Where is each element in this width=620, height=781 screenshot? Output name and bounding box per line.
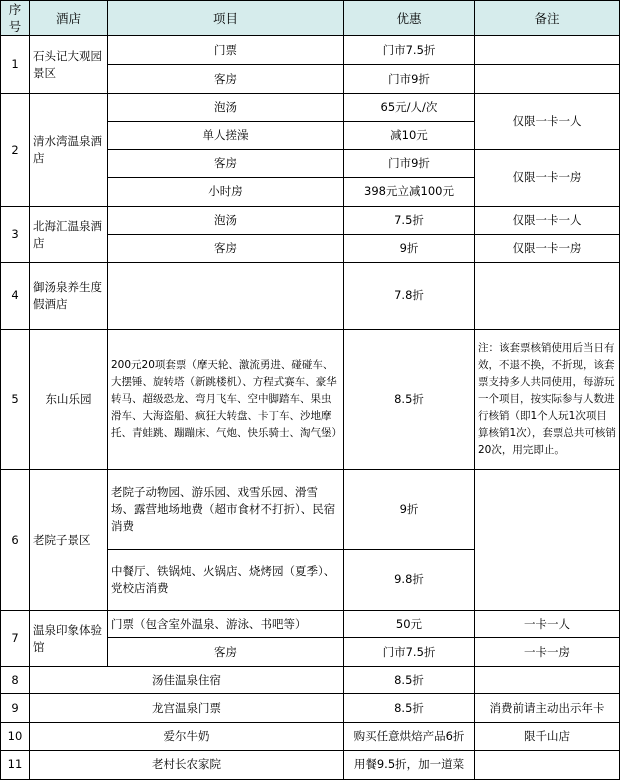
table-row [1,263,620,329]
row-discount: 购买任意烘焙产品6折 [344,722,475,750]
table-row [1,667,620,694]
row-item: 中餐厅、铁锅炖、火锅店、烧烤园（夏季）、党校店消费 [108,549,344,610]
table-row [1,36,620,65]
row-remark: 仅限一卡一人 [475,94,620,149]
header-row [1,1,620,36]
row-item: 小时房 [108,177,344,206]
row-hotel: 东山乐园 [30,329,108,470]
row-discount: 8.5折 [344,694,475,722]
row-hotel: 清水湾温泉酒店 [30,94,108,207]
row-remark [475,470,620,611]
row-remark [475,36,620,65]
row-remark: 仅限一卡一房 [475,235,620,263]
row-item: 客房 [108,149,344,177]
row-no: 3 [1,206,30,262]
row-no: 2 [1,94,30,207]
row-no: 4 [1,263,30,329]
row-item: 200元20项套票（摩天轮、激流勇进、碰碰车、大摆锤、旋转塔（新跳楼机）、方程式赛车、豪华转马、超级恐龙、弯月飞车、空中脚踏车、果虫滑车、大海盗船、疯狂大转盘、卡丁车、沙地摩托、青蛙跳、蹦蹦床、气炮、快乐骑士、淘气堡） [108,329,344,470]
header-item: 项目 [108,1,344,36]
row-no: 10 [1,722,30,750]
row-discount: 门市7.5折 [344,638,475,667]
table-row [1,329,620,470]
row-discount: 用餐9.5折，加一道菜 [344,750,475,779]
header-discount: 优惠 [344,1,475,36]
row-remark: 限千山店 [475,722,620,750]
row-no: 1 [1,36,30,94]
table-row [1,206,620,234]
row-discount: 门市9折 [344,65,475,94]
table-row [1,750,620,779]
row-discount: 9折 [344,235,475,263]
table-row [1,470,620,549]
row-item: 单人搓澡 [108,122,344,149]
row-discount: 门市7.5折 [344,36,475,65]
row-name: 爱尔牛奶 [30,722,344,750]
row-discount: 7.8折 [344,263,475,329]
row-discount: 8.5折 [344,667,475,694]
row-remark: 仅限一卡一房 [475,149,620,206]
row-remark [475,667,620,694]
row-discount: 减10元 [344,122,475,149]
row-discount: 65元/人/次 [344,94,475,122]
row-item [108,263,344,329]
row-remark [475,263,620,329]
row-item: 老院子动物园、游乐园、戏雪乐园、滑雪场、露营地场地费（超市食材不打折）、民宿消费 [108,470,344,549]
row-no: 11 [1,750,30,779]
table-row [1,611,620,638]
row-discount: 8.5折 [344,329,475,470]
row-name: 老村长农家院 [30,750,344,779]
header-hotel: 酒店 [30,1,108,36]
row-remark: 仅限一卡一人 [475,206,620,234]
row-hotel: 温泉印象体验馆 [30,611,108,667]
table-row [1,694,620,722]
row-no: 5 [1,329,30,470]
table-row [1,94,620,122]
table-row [1,722,620,750]
row-no: 7 [1,611,30,667]
row-discount: 9.8折 [344,549,475,610]
row-remark: 一卡一房 [475,638,620,667]
row-hotel: 石头记大观园景区 [30,36,108,94]
row-discount: 9折 [344,470,475,549]
row-discount: 398元立减100元 [344,177,475,206]
row-discount: 7.5折 [344,206,475,234]
row-item: 门票 [108,36,344,65]
row-hotel: 御汤泉养生度假酒店 [30,263,108,329]
row-remark: 消费前请主动出示年卡 [475,694,620,722]
row-name: 龙宫温泉门票 [30,694,344,722]
row-item: 门票（包含室外温泉、游泳、书吧等） [108,611,344,638]
row-hotel: 老院子景区 [30,470,108,611]
header-no: 序号 [1,1,30,36]
row-name: 汤佳温泉住宿 [30,667,344,694]
row-item: 泡汤 [108,94,344,122]
row-hotel: 北海汇温泉酒店 [30,206,108,262]
row-remark: 一卡一人 [475,611,620,638]
row-item: 客房 [108,638,344,667]
row-remark [475,750,620,779]
row-no: 6 [1,470,30,611]
header-remark: 备注 [475,1,620,36]
row-item: 泡汤 [108,206,344,234]
row-no: 8 [1,667,30,694]
row-remark [475,65,620,94]
row-item: 客房 [108,65,344,94]
row-discount: 门市9折 [344,149,475,177]
row-remark: 注：该套票核销使用后当日有效，不退不换，不折现，该套票支持多人共同使用，每游玩一个项目，按实际参与人数进行核销（即1个人玩1次项目算核销1次），套票总共可核销20次，用完即止。 [475,329,620,470]
row-no: 9 [1,694,30,722]
row-item: 客房 [108,235,344,263]
row-discount: 50元 [344,611,475,638]
